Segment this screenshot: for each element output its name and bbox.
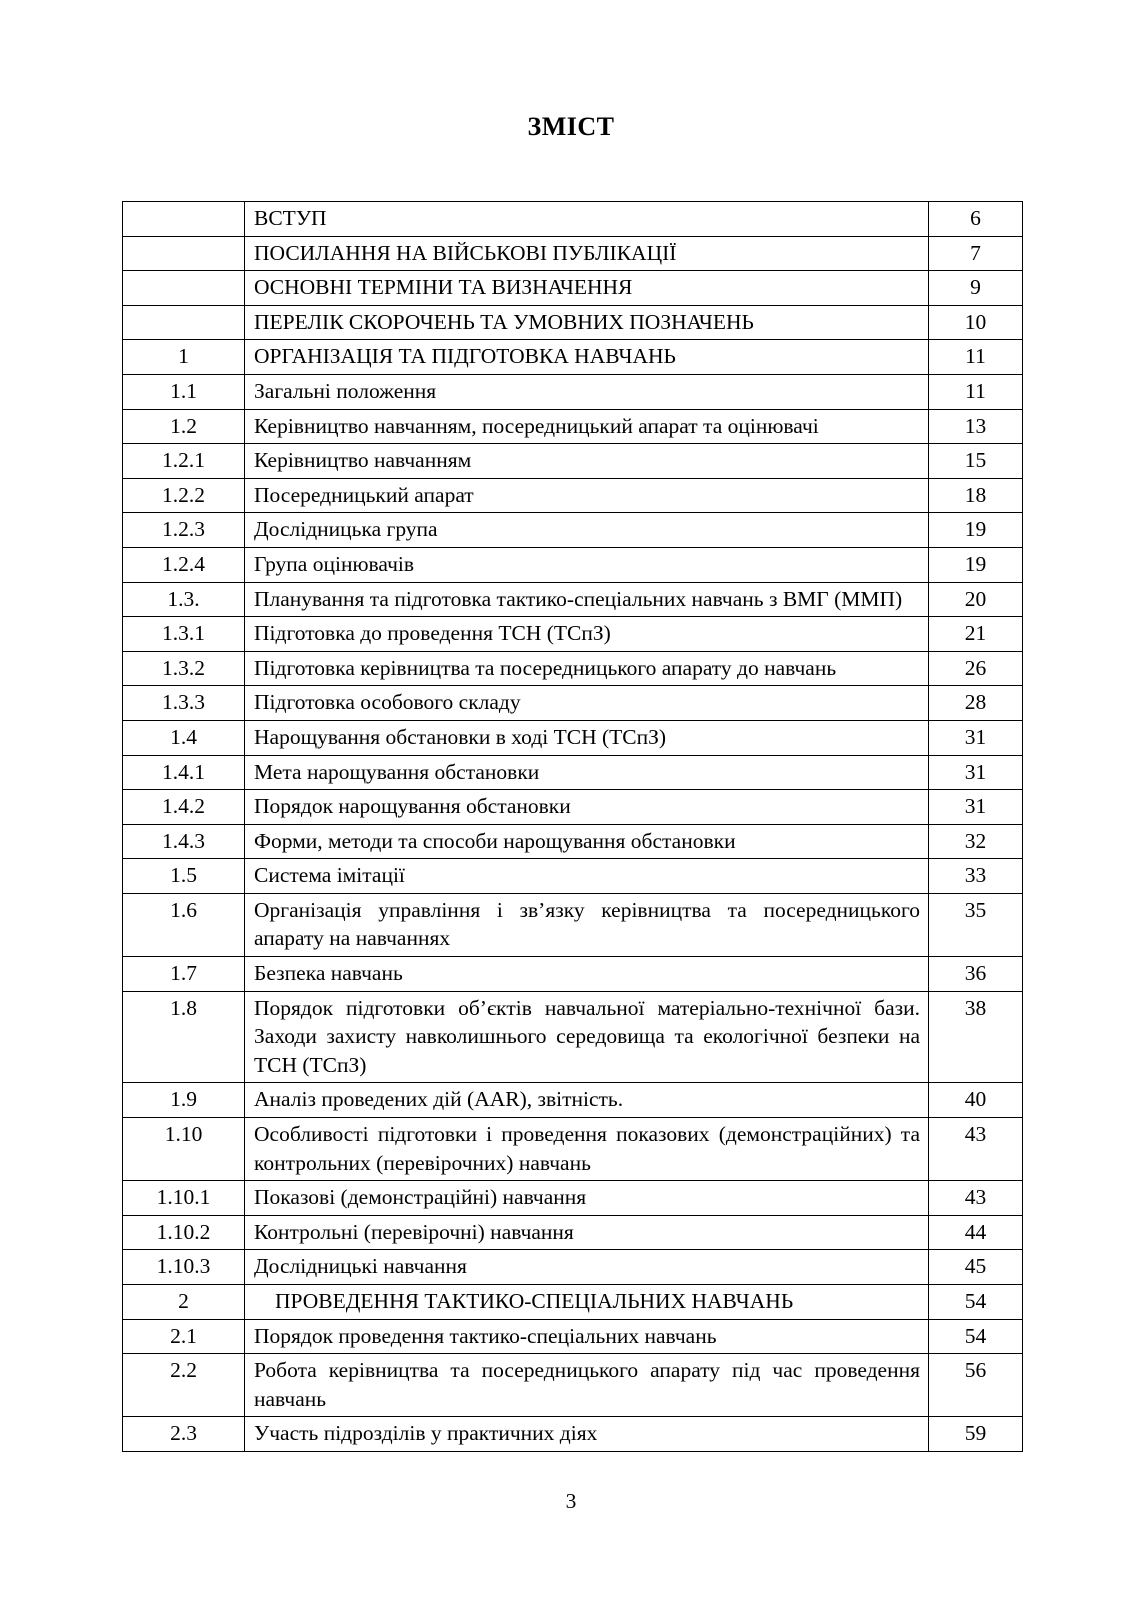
toc-entry-page: 18 xyxy=(929,478,1023,513)
toc-entry-number: 1.10.1 xyxy=(123,1181,245,1216)
table-row xyxy=(123,513,1023,548)
table-row xyxy=(123,202,1023,237)
page-number: 3 xyxy=(565,1489,577,1513)
toc-entry-page: 31 xyxy=(929,755,1023,790)
toc-entry-title[interactable]: Підготовка до проведення ТСН (ТСпЗ) xyxy=(245,617,929,652)
toc-entry-number: 1.10 xyxy=(123,1118,245,1181)
toc-entry-title[interactable]: Підготовка керівництва та посередницького апарату до навчань xyxy=(245,651,929,686)
toc-entry-number: 1.2 xyxy=(123,409,245,444)
toc-entry-page: 54 xyxy=(929,1285,1023,1320)
table-row xyxy=(123,1319,1023,1354)
toc-entry-title[interactable]: Підготовка особового складу xyxy=(245,686,929,721)
toc-entry-title[interactable]: ПРОВЕДЕННЯ ТАКТИКО-СПЕЦІАЛЬНИХ НАВЧАНЬ xyxy=(245,1285,929,1320)
toc-entry-page: 31 xyxy=(929,720,1023,755)
toc-entry-page: 19 xyxy=(929,547,1023,582)
toc-entry-page: 11 xyxy=(929,374,1023,409)
toc-entry-page: 43 xyxy=(929,1118,1023,1181)
toc-entry-title[interactable]: Дослідницька група xyxy=(245,513,929,548)
toc-entry-number: 2.3 xyxy=(123,1417,245,1452)
table-row xyxy=(123,547,1023,582)
table-row xyxy=(123,859,1023,894)
table-row xyxy=(123,478,1023,513)
toc-entry-page: 43 xyxy=(929,1181,1023,1216)
toc-entry-number xyxy=(123,271,245,306)
toc-entry-number: 1.7 xyxy=(123,957,245,992)
table-row xyxy=(123,1118,1023,1181)
toc-entry-number: 1.6 xyxy=(123,893,245,956)
toc-entry-title[interactable]: Форми, методи та способи нарощування обстановки xyxy=(245,824,929,859)
table-row xyxy=(123,236,1023,271)
toc-entry-number: 1.4.3 xyxy=(123,824,245,859)
table-row xyxy=(123,893,1023,956)
toc-entry-number xyxy=(123,305,245,340)
toc-entry-page: 54 xyxy=(929,1319,1023,1354)
toc-entry-title[interactable]: Нарощування обстановки в ході ТСН (ТСпЗ) xyxy=(245,720,929,755)
toc-entry-title[interactable]: Порядок підготовки об’єктів навчальної матеріально-технічної бази. Заходи захисту навколишнього середовища та екологічної безпеки на ТСН (ТСпЗ) xyxy=(245,991,929,1083)
table-row xyxy=(123,444,1023,479)
toc-entry-number xyxy=(123,202,245,237)
toc-entry-title[interactable]: Мета нарощування обстановки xyxy=(245,755,929,790)
toc-entry-number: 1.5 xyxy=(123,859,245,894)
toc-entry-page: 21 xyxy=(929,617,1023,652)
toc-entry-number: 1.2.3 xyxy=(123,513,245,548)
table-row xyxy=(123,720,1023,755)
toc-entry-title[interactable]: Загальні положення xyxy=(245,374,929,409)
toc-entry-page: 13 xyxy=(929,409,1023,444)
toc-entry-page: 11 xyxy=(929,340,1023,375)
toc-entry-title[interactable]: ОСНОВНІ ТЕРМІНИ ТА ВИЗНАЧЕННЯ xyxy=(245,271,929,306)
toc-entry-number: 2.2 xyxy=(123,1354,245,1417)
toc-entry-title[interactable]: Порядок нарощування обстановки xyxy=(245,790,929,825)
toc-entry-number: 1.9 xyxy=(123,1083,245,1118)
toc-entry-number: 1.3.1 xyxy=(123,617,245,652)
toc-entry-number: 1.2.2 xyxy=(123,478,245,513)
page-title: ЗМІСТ xyxy=(527,112,615,141)
table-row xyxy=(123,582,1023,617)
toc-entry-page: 26 xyxy=(929,651,1023,686)
toc-entry-title[interactable]: ПОСИЛАННЯ НА ВІЙСЬКОВІ ПУБЛІКАЦІЇ xyxy=(245,236,929,271)
table-of-contents xyxy=(122,201,1023,1452)
toc-entry-page: 44 xyxy=(929,1215,1023,1250)
toc-entry-number: 1.2.1 xyxy=(123,444,245,479)
toc-entry-number: 1.3.2 xyxy=(123,651,245,686)
toc-entry-title[interactable]: Дослідницькі навчання xyxy=(245,1250,929,1285)
table-row xyxy=(123,409,1023,444)
toc-entry-number: 1.1 xyxy=(123,374,245,409)
toc-entry-page: 45 xyxy=(929,1250,1023,1285)
toc-entry-page: 10 xyxy=(929,305,1023,340)
table-row xyxy=(123,824,1023,859)
toc-entry-number: 1.10.2 xyxy=(123,1215,245,1250)
toc-entry-page: 38 xyxy=(929,991,1023,1083)
table-row xyxy=(123,755,1023,790)
table-row xyxy=(123,1250,1023,1285)
toc-entry-number: 2.1 xyxy=(123,1319,245,1354)
toc-entry-number: 1 xyxy=(123,340,245,375)
toc-entry-page: 15 xyxy=(929,444,1023,479)
table-row xyxy=(123,957,1023,992)
table-row xyxy=(123,790,1023,825)
toc-entry-page: 32 xyxy=(929,824,1023,859)
table-row xyxy=(123,1181,1023,1216)
toc-entry-page: 20 xyxy=(929,582,1023,617)
toc-entry-title[interactable]: ПЕРЕЛІК СКОРОЧЕНЬ ТА УМОВНИХ ПОЗНАЧЕНЬ xyxy=(245,305,929,340)
toc-entry-page: 9 xyxy=(929,271,1023,306)
toc-entry-number: 1.4.1 xyxy=(123,755,245,790)
table-row xyxy=(123,1354,1023,1417)
toc-entry-page: 28 xyxy=(929,686,1023,721)
table-row xyxy=(123,374,1023,409)
toc-entry-title[interactable]: Посередницький апарат xyxy=(245,478,929,513)
toc-entry-number: 2 xyxy=(123,1285,245,1320)
table-row xyxy=(123,686,1023,721)
table-row xyxy=(123,305,1023,340)
toc-entry-title[interactable]: Показові (демонстраційні) навчання xyxy=(245,1181,929,1216)
toc-entry-number: 1.4.2 xyxy=(123,790,245,825)
toc-entry-title[interactable]: Контрольні (перевірочні) навчання xyxy=(245,1215,929,1250)
table-row xyxy=(123,617,1023,652)
toc-table-body xyxy=(123,202,1023,1452)
toc-entry-page: 19 xyxy=(929,513,1023,548)
toc-entry-title[interactable]: Організація управління і зв’язку керівництва та посередницького апарату на навчаннях xyxy=(245,893,929,956)
toc-entry-title[interactable]: Особливості підготовки і проведення показових (демонстраційних) та контрольних (перевірочних) навчань xyxy=(245,1118,929,1181)
toc-entry-page: 36 xyxy=(929,957,1023,992)
toc-entry-page: 31 xyxy=(929,790,1023,825)
toc-entry-number: 1.4 xyxy=(123,720,245,755)
table-row xyxy=(123,651,1023,686)
toc-entry-page: 7 xyxy=(929,236,1023,271)
toc-entry-number xyxy=(123,236,245,271)
toc-entry-title[interactable]: Керівництво навчанням xyxy=(245,444,929,479)
toc-entry-page: 56 xyxy=(929,1354,1023,1417)
toc-entry-title[interactable]: Група оцінювачів xyxy=(245,547,929,582)
toc-entry-title[interactable]: Порядок проведення тактико-спеціальних навчань xyxy=(245,1319,929,1354)
toc-entry-page: 6 xyxy=(929,202,1023,237)
table-row xyxy=(123,1215,1023,1250)
table-row xyxy=(123,271,1023,306)
toc-entry-number: 1.3.3 xyxy=(123,686,245,721)
toc-entry-page: 59 xyxy=(929,1417,1023,1452)
toc-entry-title[interactable]: Участь підрозділів у практичних діях xyxy=(245,1417,929,1452)
toc-entry-page: 40 xyxy=(929,1083,1023,1118)
toc-entry-title[interactable]: ВСТУП xyxy=(245,202,929,237)
toc-entry-title[interactable]: ОРГАНІЗАЦІЯ ТА ПІДГОТОВКА НАВЧАНЬ xyxy=(245,340,929,375)
table-row xyxy=(123,991,1023,1083)
toc-entry-title[interactable]: Планування та підготовка тактико-спеціальних навчань з ВМГ (ММП) xyxy=(245,582,929,617)
toc-entry-title[interactable]: Безпека навчань xyxy=(245,957,929,992)
toc-entry-title[interactable]: Аналіз проведених дій (AAR), звітність. xyxy=(245,1083,929,1118)
toc-entry-title[interactable]: Система імітації xyxy=(245,859,929,894)
toc-entry-title[interactable]: Керівництво навчанням, посередницький апарат та оцінювачі xyxy=(245,409,929,444)
table-row xyxy=(123,1083,1023,1118)
table-row xyxy=(123,1285,1023,1320)
toc-entry-page: 35 xyxy=(929,893,1023,956)
toc-entry-number: 1.2.4 xyxy=(123,547,245,582)
toc-entry-page: 33 xyxy=(929,859,1023,894)
toc-entry-number: 1.8 xyxy=(123,991,245,1083)
toc-entry-number: 1.10.3 xyxy=(123,1250,245,1285)
table-row xyxy=(123,340,1023,375)
table-row xyxy=(123,1417,1023,1452)
toc-entry-title[interactable]: Робота керівництва та посередницького апарату під час проведення навчань xyxy=(245,1354,929,1417)
toc-entry-number: 1.3. xyxy=(123,582,245,617)
